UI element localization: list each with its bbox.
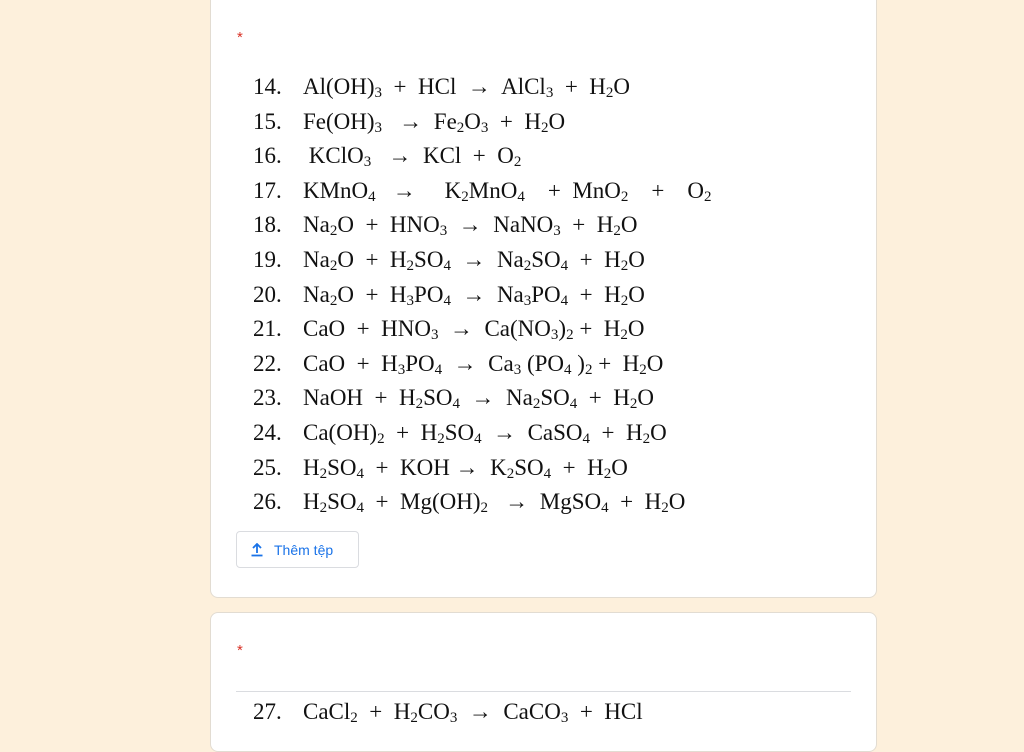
equation-text: $Na_2O + H_3PO_4 \to Na_3PO_4 + H_2O$ [303,281,645,309]
question-card-1 [210,0,877,598]
add-file-label: Thêm tệp [274,541,334,558]
equation-row [253,347,712,382]
equation-number: 18. [253,212,282,238]
equation-row [253,105,712,140]
question-card-2 [210,612,877,752]
equation-row [253,139,712,174]
required-asterisk: * [237,29,243,46]
equation-list [253,695,643,730]
equation-text: $H_2SO_4 + Mg(OH)_2$ → MgSO$_4$ + $H_2O$ [303,489,686,517]
equation-text: $Al(OH)_3$ + HCl → AlCl$_3$ + $H_2O$ [303,74,631,101]
equation-row [253,174,712,209]
divider [236,691,851,692]
equation-text: CaO + $HNO_3 \to Ca(NO_3)_2 + H_2O$ [303,316,645,344]
equation-number: 26. [253,489,282,515]
equation-text: KClO$_3$ → KCl + $O_2$ [303,143,522,171]
equation-text: KMnO$_4$ → $K_2MnO_4$ + MnO$_2$ + $O_2$ [303,177,712,205]
equation-row [253,695,643,730]
equation-row [253,243,712,278]
equation-number: 27. [253,699,282,724]
equation-list [253,70,712,520]
required-asterisk: * [237,642,243,659]
equation-row [253,451,712,486]
equation-number: 20. [253,281,282,307]
equation-row [253,70,712,105]
equation-number: 24. [253,419,282,445]
equation-number: 23. [253,385,282,411]
equation-number: 15. [253,108,282,134]
equation-row [253,208,712,243]
equation-text: $Na_2O + HNO_3$ → NaNO$_3$ + $H_2O$ [303,212,638,240]
equation-number: 16. [253,143,282,169]
equation-text: $Fe(OH)_3 \to Fe_2O_3 + H_2O$ [303,108,566,136]
equation-text: CaCl$_2$ + $H_2CO_3$ → CaCO$_3$ + HCl [303,699,643,726]
equation-number: 19. [253,246,282,272]
equation-row [253,381,712,416]
equation-row [253,485,712,520]
equation-row [253,312,712,347]
equation-number: 14. [253,74,282,99]
equation-text: CaO + $H_3PO_4 \to Ca_3$ ($PO_4$ )$_2 + H_2O$ [303,350,664,378]
upload-icon [250,543,264,557]
equation-number: 21. [253,316,282,342]
equation-text: $H_2SO_4$ + KOH → $K_2SO_4 + H_2O$ [303,454,628,482]
equation-number: 25. [253,454,282,480]
equation-number: 22. [253,350,282,376]
equation-text: NaOH + $H_2SO_4 \to Na_2SO_4 + H_2O$ [303,385,654,413]
equation-text: $Ca(OH)_2 + H_2SO_4$ → CaSO$_4$ + $H_2O$ [303,419,667,447]
equation-text: $Na_2O + H_2SO_4 \to Na_2SO_4 + H_2O$ [303,246,645,274]
equation-number: 17. [253,177,282,203]
equation-row [253,278,712,313]
add-file-button[interactable] [236,531,359,568]
equation-row [253,416,712,451]
